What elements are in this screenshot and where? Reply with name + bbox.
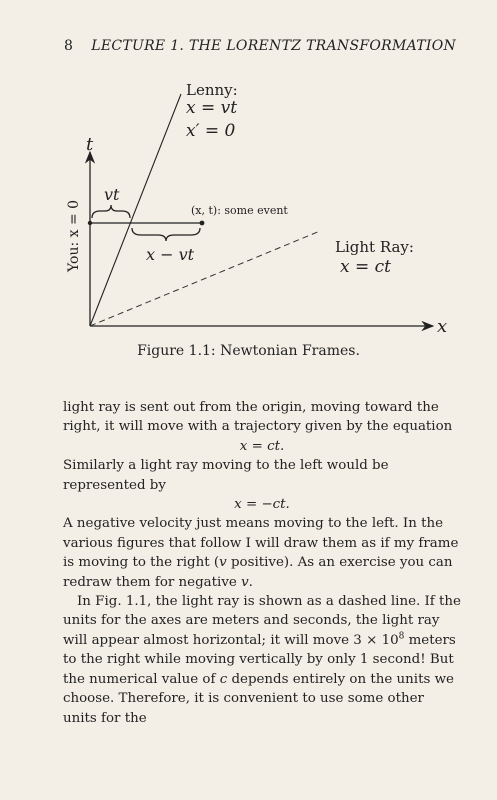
equation: x = −ct. [234, 497, 290, 513]
page-number: 8 [64, 38, 74, 54]
math-v: v [241, 574, 249, 590]
lenny-equation-2: x′ = 0 [186, 121, 236, 141]
vt-brace [92, 205, 130, 218]
t-axis-label: t [86, 134, 94, 155]
text-run: In Fig. 1.1, the light ray is shown as a dashed line. If the units for the axes are meters and seconds, the light ray will appear almost horizontal; it will move 3 × 10 [63, 594, 461, 648]
math-v: v [219, 555, 227, 571]
paragraph: Similarly a light ray moving to the left would be represented by [63, 458, 389, 493]
text-run: meters to the right while moving vertically by only 1 second! But the numerical value of [63, 632, 456, 687]
lenny-label: Lenny: [186, 81, 238, 99]
figure-caption: Figure 1.1: Newtonian Frames. [137, 343, 360, 359]
x-minus-vt-brace [132, 228, 200, 241]
text-run: depends entirely on the units we choose. Therefore, it is convenient to use some other units for the [63, 671, 454, 726]
text-run: positive). As an exercise you can redraw them for negative [63, 555, 453, 590]
exponent: 8 [398, 631, 405, 642]
lenny-worldline [90, 94, 181, 326]
lenny-equation-1: x = vt [186, 98, 238, 118]
light-ray-equation: x = ct [340, 257, 391, 277]
chapter-title: LECTURE 1. THE LORENTZ TRANSFORMATION [91, 38, 457, 54]
paragraph [63, 592, 461, 728]
event-label: (x, t): some event [191, 204, 288, 217]
text-run: A negative velocity just means moving to the left. In the various figures that follow I will draw them as if my frame is moving to the right ( [63, 516, 459, 571]
light-ray-line [90, 231, 320, 326]
equation: x = ct. [239, 438, 285, 454]
newtonian-frames-figure [0, 0, 497, 340]
paragraph: light ray is sent out from the origin, moving toward the right, it will move with a trajectory given by the equation [63, 400, 453, 435]
body-text [63, 398, 461, 728]
x-axis-label: x [437, 316, 448, 337]
light-ray-label: Light Ray: [335, 238, 414, 256]
math-c: c [219, 671, 228, 687]
event-dot-origin [88, 221, 92, 225]
event-dot [200, 221, 205, 226]
vt-label: vt [104, 185, 120, 204]
you-label: You: x = 0 [66, 199, 82, 272]
paragraph [63, 514, 461, 592]
text-run: . [248, 574, 253, 590]
x-minus-vt-label: x − vt [146, 245, 195, 264]
